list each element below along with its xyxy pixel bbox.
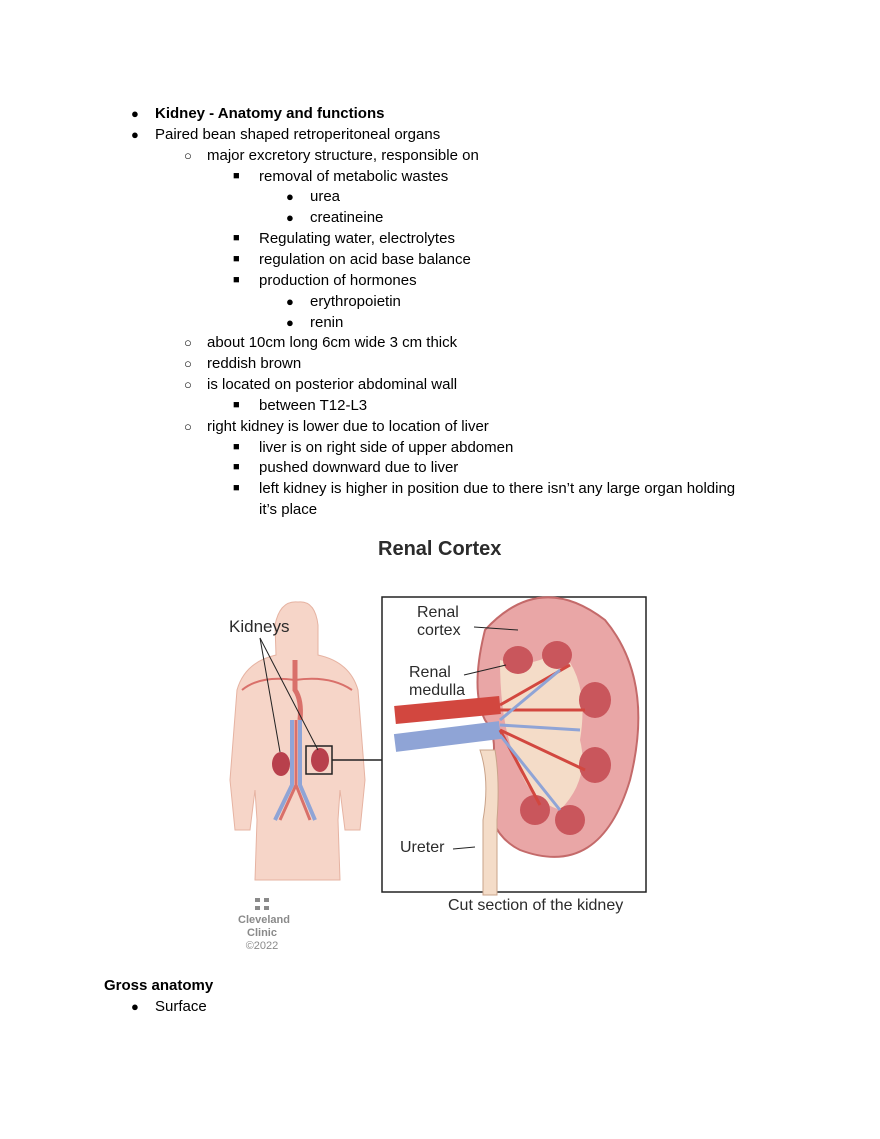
circle-bullet-icon: ○ <box>184 147 192 163</box>
list-item <box>0 249 880 270</box>
list-item <box>0 145 880 166</box>
list-item-text: erythropoietin <box>310 292 401 310</box>
list-item <box>0 166 880 187</box>
list-item-text: creatineine <box>310 209 384 227</box>
bullet-icon: ● <box>286 210 294 226</box>
square-bullet-icon: ■ <box>233 440 240 453</box>
list-item <box>0 478 880 499</box>
list-item-text: urea <box>310 188 341 206</box>
list-item <box>0 291 880 312</box>
list-item-text: right kidney is lower due to location of liver <box>207 417 489 435</box>
list-item-text: is located on posterior abdominal wall <box>207 376 458 394</box>
list-item-text: pushed downward due to liver <box>259 459 459 477</box>
square-bullet-icon: ■ <box>233 232 240 245</box>
square-bullet-icon: ■ <box>233 273 240 286</box>
label-renal-medulla-line2: medulla <box>409 682 466 699</box>
figure-title: Renal Cortex <box>378 538 502 560</box>
square-bullet-icon: ■ <box>233 398 240 411</box>
label-renal-cortex <box>417 604 461 640</box>
label-renal-cortex-line2: cortex <box>417 622 461 639</box>
section-heading-gross-anatomy: Gross anatomy <box>104 977 214 994</box>
list-item <box>0 103 880 124</box>
figure-credit <box>238 914 290 953</box>
list-item <box>0 499 880 520</box>
list-item <box>0 353 880 374</box>
list-item-text: reddish brown <box>207 355 302 373</box>
list-item-text: Kidney - Anatomy and functions <box>155 105 385 122</box>
list-item-text: left kidney is higher in position due to there isn’t any large organ holding <box>259 480 736 498</box>
label-renal-medulla <box>409 664 465 700</box>
list-item-text: liver is on right side of upper abdomen <box>259 438 514 456</box>
circle-bullet-icon: ○ <box>184 335 192 351</box>
credit-line1: Cleveland <box>238 914 290 926</box>
label-ureter: Ureter <box>400 839 445 856</box>
credit-line3: ©2022 <box>245 940 279 952</box>
list-item-text: Paired bean shaped retroperitoneal organs <box>155 125 441 143</box>
cleveland-clinic-logo <box>255 898 269 910</box>
bullet-icon: ● <box>131 999 139 1014</box>
list-item <box>0 186 880 207</box>
square-bullet-icon: ■ <box>233 252 240 265</box>
list-item <box>0 395 880 416</box>
list-item-text: renin <box>310 313 344 331</box>
credit-line2: Clinic <box>247 927 277 939</box>
list-item <box>0 124 880 145</box>
circle-bullet-icon: ○ <box>184 418 192 434</box>
list-item-text: production of hormones <box>259 271 417 289</box>
bullet-icon: ● <box>286 189 294 205</box>
list-item <box>0 332 880 353</box>
list-item <box>0 416 880 437</box>
list-item <box>0 374 880 395</box>
bullet-icon: ● <box>131 126 139 142</box>
circle-bullet-icon: ○ <box>184 377 192 393</box>
list-item-text: regulation on acid base balance <box>259 250 471 268</box>
list-item <box>0 270 880 291</box>
list-item <box>0 312 880 333</box>
bullet-icon: ● <box>286 314 294 330</box>
list-item <box>0 228 880 249</box>
circle-bullet-icon: ○ <box>184 356 192 372</box>
list-item-text: Regulating water, electrolytes <box>259 230 455 248</box>
list-item <box>0 457 880 478</box>
list-item-text: between T12-L3 <box>259 396 368 414</box>
list-item-text: it’s place <box>259 501 318 519</box>
list-item-text: removal of metabolic wastes <box>259 167 449 185</box>
list-item <box>0 207 880 228</box>
bullet-icon: ● <box>286 293 294 309</box>
list-item-text: Surface <box>155 998 207 1015</box>
list-item <box>0 996 400 1017</box>
label-renal-cortex-line1: Renal <box>417 604 459 621</box>
bullet-icon: ● <box>131 106 139 121</box>
list-item-text: major excretory structure, responsible on <box>207 146 479 164</box>
list-item <box>0 437 880 458</box>
label-kidneys: Kidneys <box>229 617 290 636</box>
list-item-text: about 10cm long 6cm wide 3 cm thick <box>207 334 458 352</box>
square-bullet-icon: ■ <box>233 461 240 474</box>
square-bullet-icon: ■ <box>233 482 240 495</box>
figure-caption: Cut section of the kidney <box>448 897 624 914</box>
square-bullet-icon: ■ <box>233 169 240 182</box>
torso-drawing <box>230 602 382 880</box>
label-renal-medulla-line1: Renal <box>409 664 451 681</box>
